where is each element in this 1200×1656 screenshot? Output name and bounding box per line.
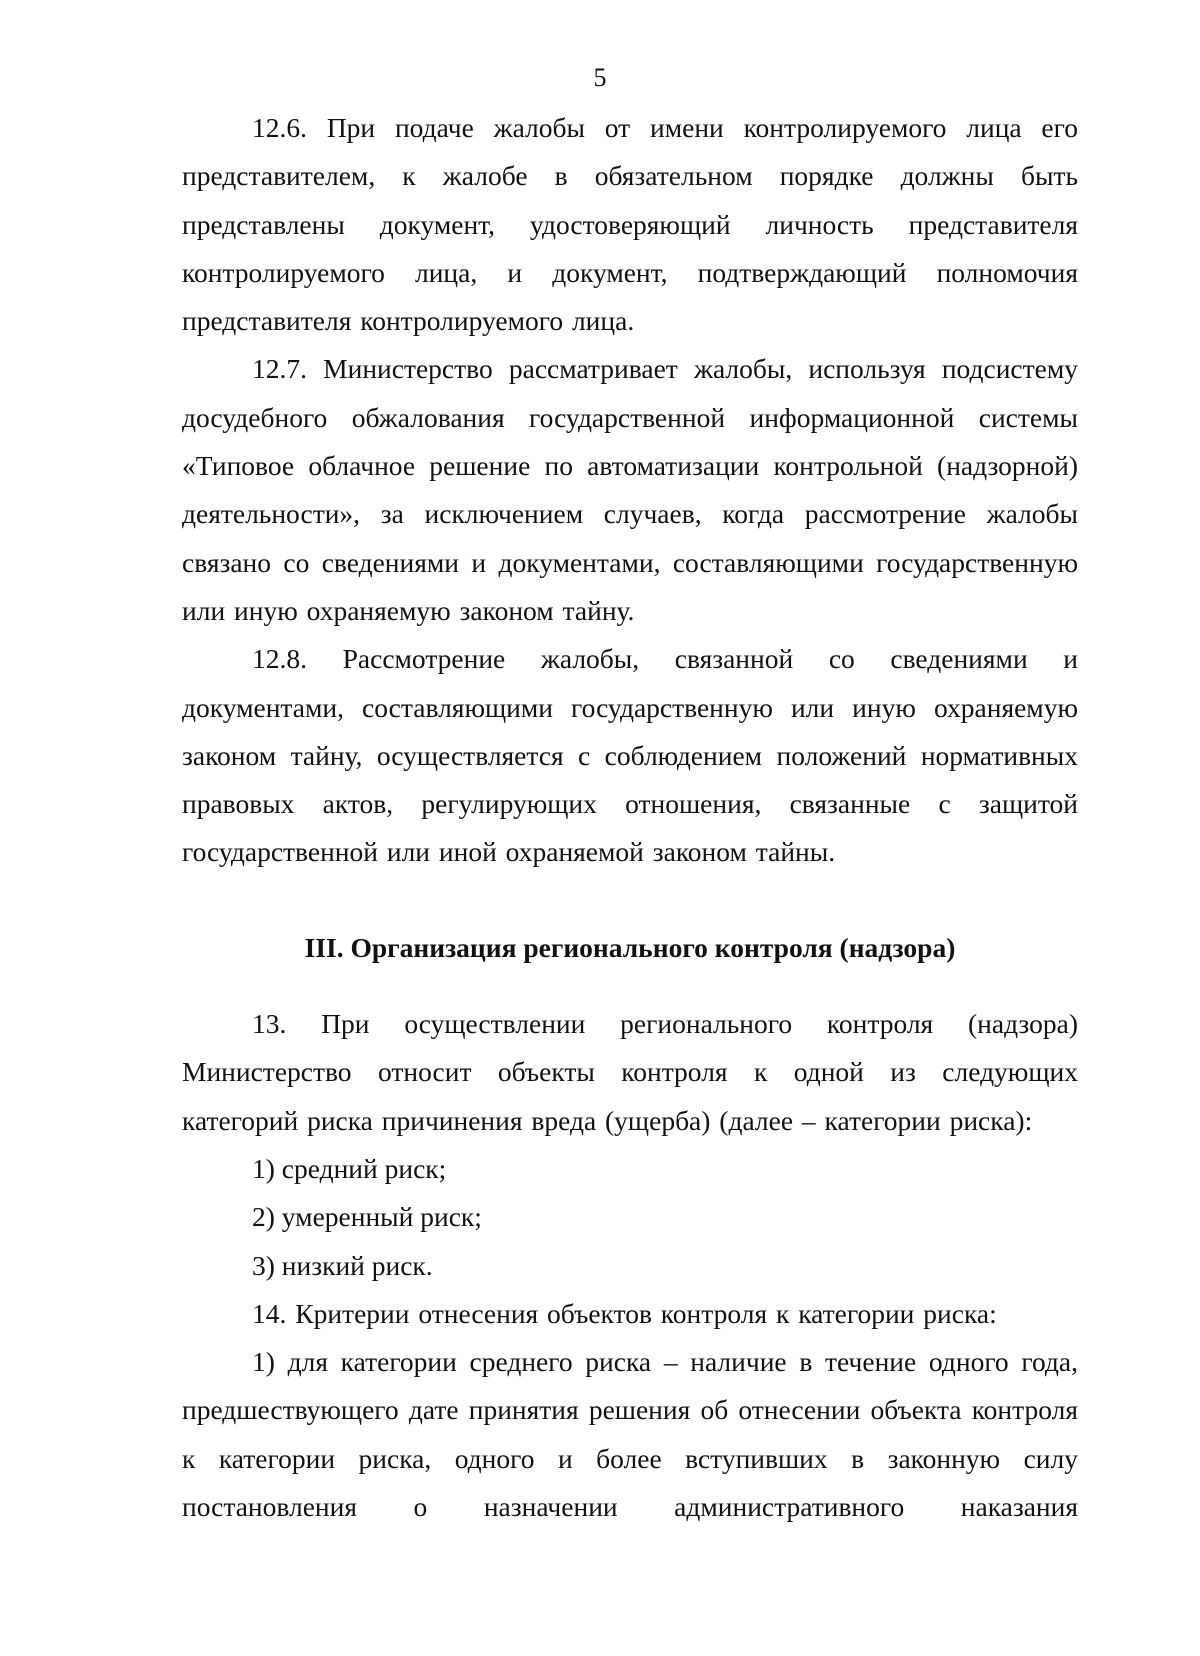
paragraph-14-1: 1) для категории среднего риска – наличие в течение одного года, предшествующего дате принятия решения об отнесении объекта контроля к категории риска, одного и более вступивших в законную силу постановления о назначении административного наказания	[182, 1346, 1078, 1523]
paragraph-12-8: 12.8. Рассмотрение жалобы, связанной со сведениями и документами, составляющими государственную или иную охраняемую законом тайну, осуществляется с соблюдением положений нормативных правовых актов, регулирующих отношения, связанные с защитой государственной или иной охраняемой законом тайны.	[182, 643, 1078, 868]
spacer	[182, 972, 1078, 1000]
paragraph-13: 13. При осуществлении регионального контроля (надзора) Министерство относит объекты контроля к одной из следующих категорий риска причинения вреда (ущерба) (далее – категории риска):	[182, 1008, 1078, 1136]
section-heading: III. Организация регионального контроля (надзора)	[304, 931, 956, 963]
risk-list-item: 1) средний риск;	[252, 1152, 447, 1184]
risk-list-item: 3) низкий риск.	[252, 1249, 433, 1281]
page-number: 5	[593, 63, 607, 92]
paragraph-14: 14. Критерии отнесения объектов контроля к категории риска:	[252, 1297, 997, 1329]
risk-list-item: 2) умеренный риск;	[252, 1201, 482, 1233]
spacer	[182, 877, 1078, 924]
paragraph-12-7: 12.7. Министерство рассматривает жалобы, используя подсистему досудебного обжалования государственной информационной системы «Типовое облачное решение по автоматизации контрольной (надзорной) деятельности», за исключением случаев, когда рассмотрение жалобы связано со сведениями и документами, составляющими государственную или иную охраняемую законом тайну.	[182, 353, 1078, 626]
document-body	[182, 104, 1078, 1531]
paragraph-12-6: 12.6. При подаче жалобы от имени контролируемого лица его представителем, к жалобе в обязательном порядке должны быть представлены документ, удостоверяющий личность представителя контролируемого лица, и документ, подтверждающий полномочия представителя контролируемого лица.	[182, 112, 1078, 337]
